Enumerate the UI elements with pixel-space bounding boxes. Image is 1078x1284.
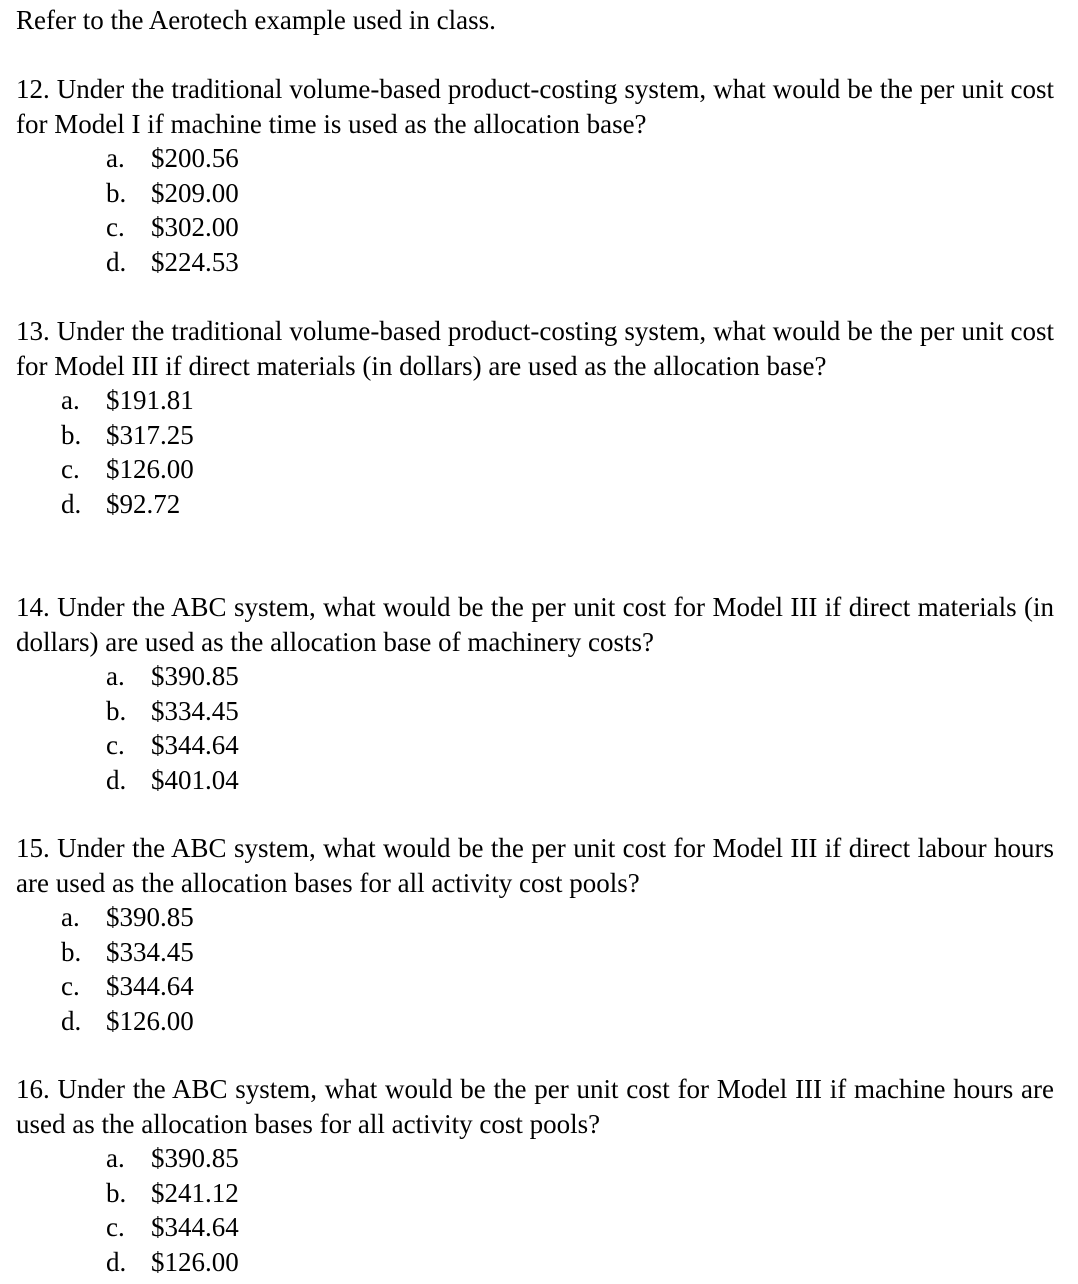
option-a[interactable] <box>106 1141 1054 1176</box>
option-value: $191.81 <box>106 385 194 415</box>
option-letter: b. <box>106 1177 127 1208</box>
question-text: 13. Under the traditional volume-based product-costing system, what would be the per unit cost for Model III if direct materials (in dollars) are used as the allocation base? <box>16 316 1054 381</box>
option-b[interactable] <box>106 694 1054 729</box>
option-value: $344.64 <box>151 1212 239 1242</box>
option-letter: d. <box>61 1005 82 1036</box>
option-c[interactable] <box>106 728 1054 763</box>
option-a[interactable] <box>106 141 1054 176</box>
question-13 <box>16 314 1054 521</box>
option-letter: d. <box>61 488 82 519</box>
option-value: $126.00 <box>106 454 194 484</box>
option-a[interactable] <box>61 383 1054 418</box>
option-value: $334.45 <box>151 695 239 726</box>
option-letter: c. <box>106 212 125 242</box>
option-value: $200.56 <box>151 143 239 173</box>
option-d[interactable] <box>61 487 1054 522</box>
option-letter: c. <box>106 730 125 760</box>
option-value: $344.64 <box>151 730 239 760</box>
answer-options <box>16 383 1054 521</box>
option-value: $344.64 <box>106 971 194 1001</box>
answer-options <box>16 900 1054 1038</box>
question-text: 16. Under the ABC system, what would be the per unit cost for Model III if machine hours are used as the allocation bases for all activity cost pools? <box>16 1074 1054 1139</box>
option-letter: a. <box>61 385 80 415</box>
option-value: $241.12 <box>151 1177 239 1208</box>
option-value: $92.72 <box>106 488 181 519</box>
option-value: $126.00 <box>151 1246 239 1277</box>
answer-options <box>16 141 1054 279</box>
option-letter: a. <box>106 143 125 173</box>
intro-text: Refer to the Aerotech example used in class. <box>16 5 496 35</box>
option-value: $126.00 <box>106 1005 194 1036</box>
option-a[interactable] <box>106 659 1054 694</box>
option-d[interactable] <box>106 763 1054 798</box>
option-d[interactable] <box>106 245 1054 280</box>
question-text: 15. Under the ABC system, what would be the per unit cost for Model III if direct labour hours are used as the allocation bases for all activity cost pools? <box>16 833 1054 898</box>
option-letter: b. <box>106 177 127 208</box>
option-letter: a. <box>106 661 125 691</box>
answer-options <box>16 1141 1054 1279</box>
option-letter: d. <box>106 1246 127 1277</box>
question-16 <box>16 1072 1054 1279</box>
option-d[interactable] <box>106 1245 1054 1280</box>
question-15 <box>16 831 1054 1038</box>
option-c[interactable] <box>106 210 1054 245</box>
option-value: $224.53 <box>151 246 239 277</box>
option-d[interactable] <box>61 1004 1054 1039</box>
option-value: $334.45 <box>106 936 194 967</box>
option-b[interactable] <box>106 1176 1054 1211</box>
option-value: $390.85 <box>106 902 194 932</box>
question-text: 14. Under the ABC system, what would be the per unit cost for Model III if direct materials (in dollars) are used as the allocation base of machinery costs? <box>16 592 1054 657</box>
option-c[interactable] <box>61 969 1054 1004</box>
option-c[interactable] <box>106 1210 1054 1245</box>
option-b[interactable] <box>106 176 1054 211</box>
option-letter: a. <box>106 1143 125 1173</box>
question-text: 12. Under the traditional volume-based product-costing system, what would be the per unit cost for Model I if machine time is used as the allocation base? <box>16 74 1054 139</box>
option-letter: b. <box>61 936 82 967</box>
option-a[interactable] <box>61 900 1054 935</box>
option-value: $390.85 <box>151 661 239 691</box>
option-letter: c. <box>61 454 80 484</box>
option-letter: b. <box>106 695 127 726</box>
option-value: $317.25 <box>106 419 194 450</box>
option-letter: a. <box>61 902 80 932</box>
option-value: $401.04 <box>151 764 239 795</box>
option-letter: c. <box>106 1212 125 1242</box>
option-b[interactable] <box>61 418 1054 453</box>
option-letter: d. <box>106 246 127 277</box>
option-letter: c. <box>61 971 80 1001</box>
option-c[interactable] <box>61 452 1054 487</box>
option-value: $302.00 <box>151 212 239 242</box>
answer-options <box>16 659 1054 797</box>
question-12 <box>16 72 1054 279</box>
option-letter: b. <box>61 419 82 450</box>
option-letter: d. <box>106 764 127 795</box>
question-14 <box>16 590 1054 797</box>
option-b[interactable] <box>61 935 1054 970</box>
option-value: $390.85 <box>151 1143 239 1173</box>
option-value: $209.00 <box>151 177 239 208</box>
